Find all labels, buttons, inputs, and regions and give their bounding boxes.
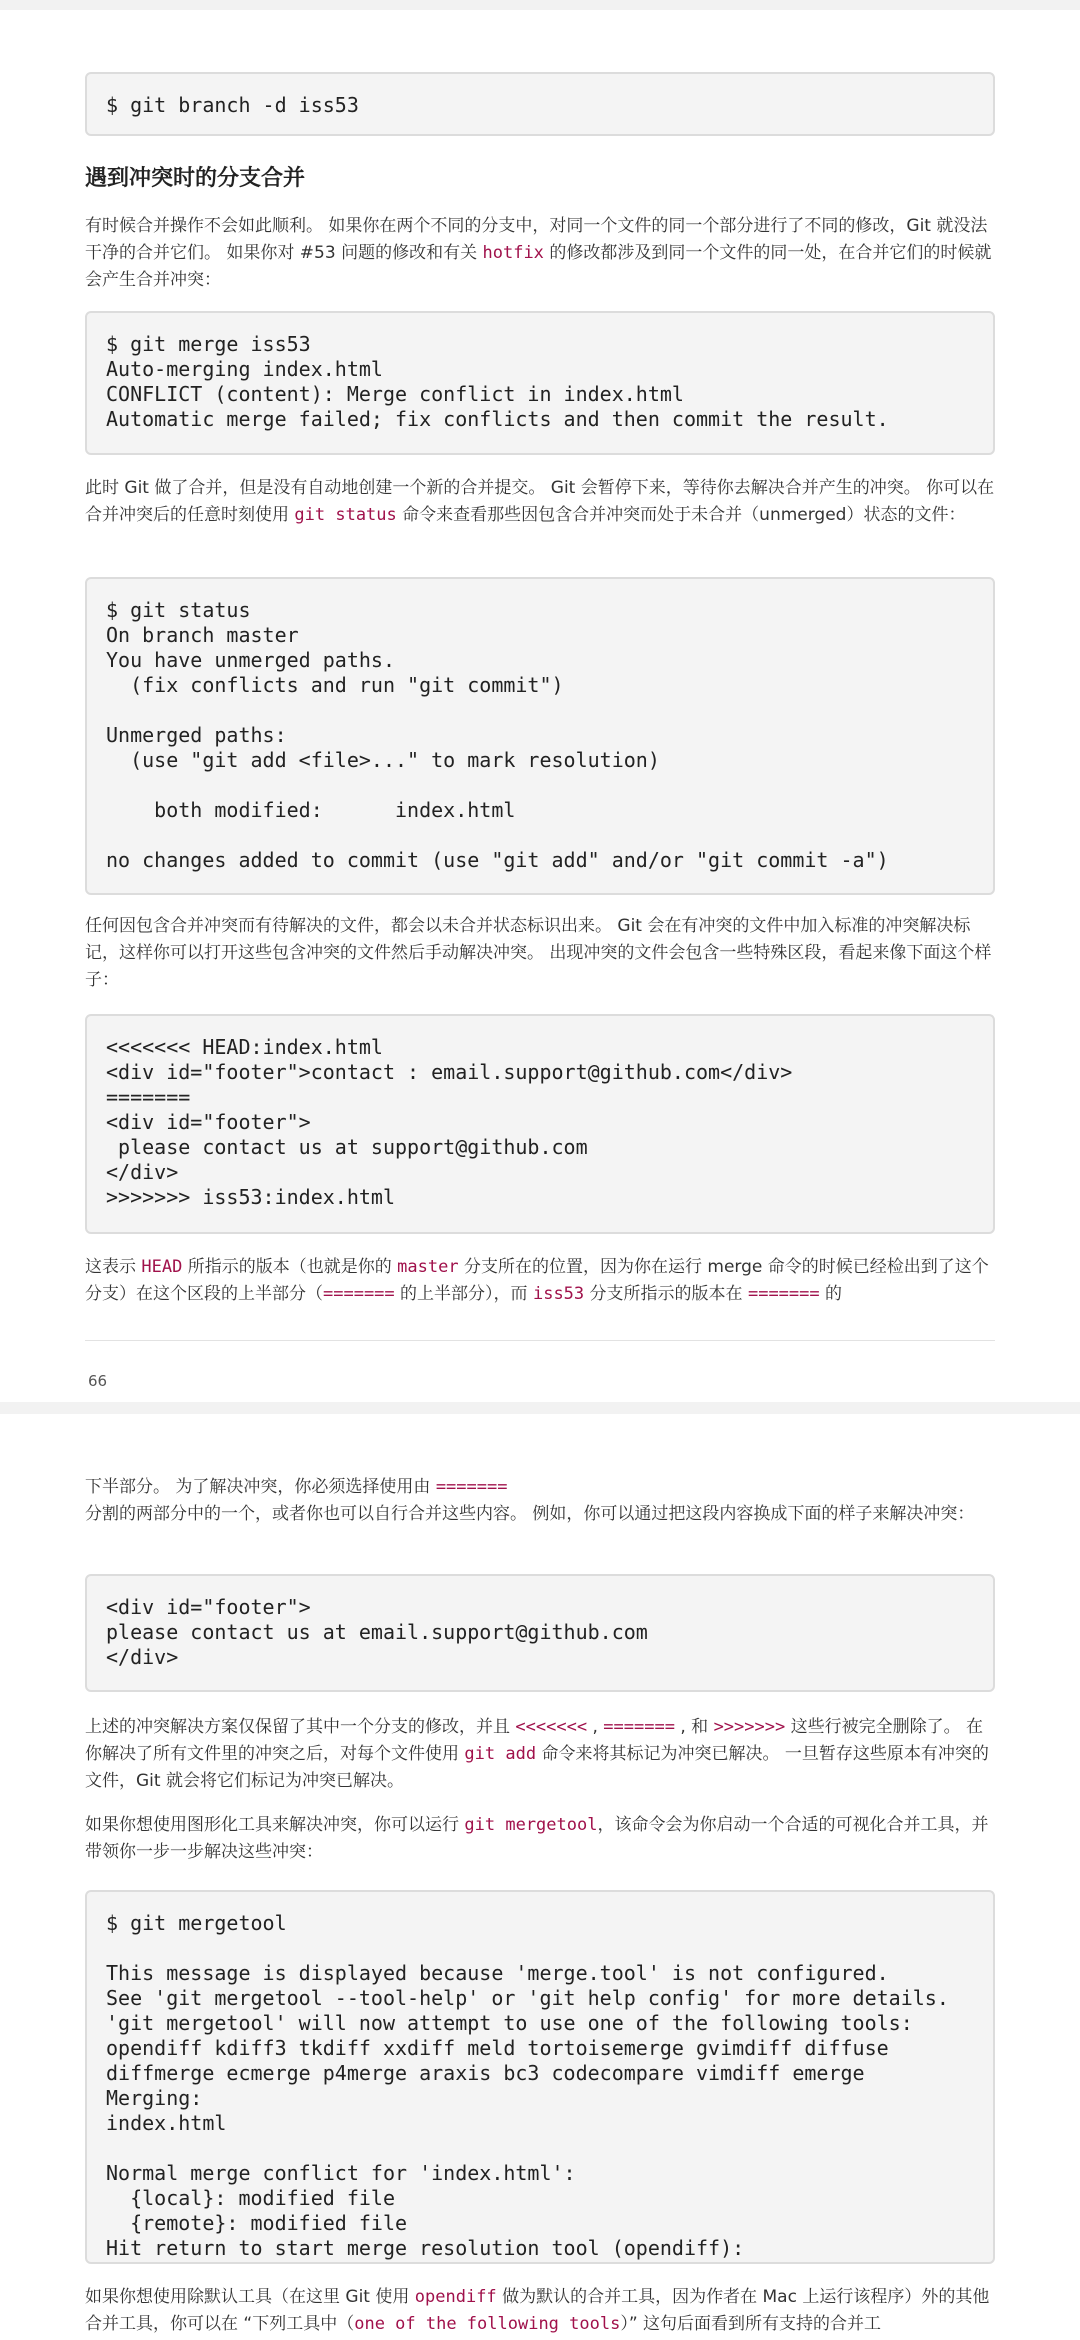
inline-code: HEAD [141,1257,183,1277]
paragraph: 此时 Git 做了合并，但是没有自动地创建一个新的合并提交。 Git 会暂停下来，等待你去解决合并产生的冲突。 你可以在合并冲突后的任意时刻使用 git status 命令来查看那些因包含合并冲突而处于未合并（unmerged）状态的文件： [85,478,995,525]
inline-code: ======= [323,1284,395,1304]
inline-code: master [397,1257,459,1277]
inline-code: iss53 [532,1284,585,1304]
inline-code: ======= [747,1284,820,1304]
inline-code: opendiff [414,2287,497,2307]
section-heading: 遇到冲突时的分支合并 [85,166,306,191]
code-block-status [85,577,995,895]
code-text: $ git status On branch master You have unmerged paths. (fix conflicts and run "git commit") Unmerged paths: (use "git add <file>..." to mark resolution) both modified: index.html no changes added to commit (use "git add" and/or "git commit -a") [106,598,889,872]
inline-code: git mergetool [464,1815,598,1835]
document-page-2 [0,1414,1080,2340]
inline-code: >>>>>>> [713,1717,786,1737]
code-block-resolved [85,1574,995,1692]
inline-code: git status [294,505,397,525]
inline-code: one of the following tools [354,2314,621,2334]
paragraph: 这表示 HEAD 所指示的版本（也就是你的 master 分支所在的位置，因为你在运行 merge 命令的时候已经检出到了这个分支）在这个区段的上半部分（======= 的上半部分），而 iss53 分支所指示的版本在 ======= 的 [85,1257,989,1304]
paragraph: 任何因包含合并冲突而有待解决的文件，都会以未合并状态标识出来。 Git 会在有冲突的文件中加入标准的冲突解决标记，这样你可以打开这些包含冲突的文件然后手动解决冲突。 出现冲突的文件会包含一些特殊区段，看起来像下面这个样子： [85,916,992,990]
paragraph: 如果你想使用除默认工具（在这里 Git 使用 opendiff 做为默认的合并工具，因为作者在 Mac 上运行该程序）外的其他合并工具，你可以在 “下列工具中（one of the following tools）” 这句后面看到所有支持的合并工 [85,2287,990,2334]
inline-code: git add [464,1744,537,1764]
paragraph: 上述的冲突解决方案仅保留了其中一个分支的修改，并且 <<<<<<< , ======= , 和 >>>>>>> 这些行被完全删除了。 在你解决了所有文件里的冲突之后，对每个文件使用 git add 命令来将其标记为冲突已解决。 一旦暂存这些原本有冲突的文件，Git 就会将它们标记为冲突已解决。 [85,1717,989,1791]
code-text: $ git branch -d iss53 [106,93,359,117]
code-text: <div id="footer"> please contact us at email.support@github.com </div> [106,1595,648,1669]
page-footer-divider [85,1340,995,1341]
document-page-1 [0,10,1080,1402]
page-number: 66 [88,1372,108,1390]
paragraph: 如果你想使用图形化工具来解决冲突，你可以运行 git mergetool，该命令会为你启动一个合适的可视化合并工具，并带领你一步一步解决这些冲突： [85,1815,989,1862]
code-text: $ git mergetool This message is displayed because 'merge.tool' is not configured. See 'git mergetool --tool-help' or 'git help config' for more details. 'git mergetool' will now attempt to use one of the following tools: opendiff kdiff3 tkdiff xxdiff meld tortoisemerge gvimdiff diffuse diffmerge ecmerge p4merge araxis bc3 codecompare vimdiff emerge Merging: index.html Normal merge conflict for 'index.html': {local}: modified file {remote}: modified file Hit return to start merge resolution tool (opendiff): [106,1911,949,2260]
code-block-mergetool [85,1890,995,2264]
code-text: <<<<<<< HEAD:index.html <div id="footer">contact : email.support@github.com</div> ======= <div id="footer"> please contact us at support@github.com </div> >>>>>>> iss53:index.html [106,1035,793,1209]
code-block-merge [85,311,995,455]
inline-code: ======= [435,1477,508,1497]
paragraph: 下半部分。 为了解决冲突，你必须选择使用由 ======= 分割的两部分中的一个，或者你也可以自行合并这些内容。 例如，你可以通过把这段内容换成下面的样子来解决冲突： [85,1477,975,1524]
code-block-conflict [85,1014,995,1234]
inline-code: <<<<<<< [515,1717,588,1737]
code-block-branch-delete [85,72,995,136]
inline-code: hotfix [482,243,544,263]
inline-code: ======= [603,1717,675,1737]
code-text: $ git merge iss53 Auto-merging index.html CONFLICT (content): Merge conflict in index.html Automatic merge failed; fix conflicts and then commit the result. [106,332,889,431]
paragraph: 有时候合并操作不会如此顺利。 如果你在两个不同的分支中，对同一个文件的同一个部分进行了不同的修改，Git 就没法干净的合并它们。 如果你对 #53 问题的修改和有关 hotfix 的修改都涉及到同一个文件的同一处，在合并它们的时候就会产生合并冲突： [85,216,992,290]
